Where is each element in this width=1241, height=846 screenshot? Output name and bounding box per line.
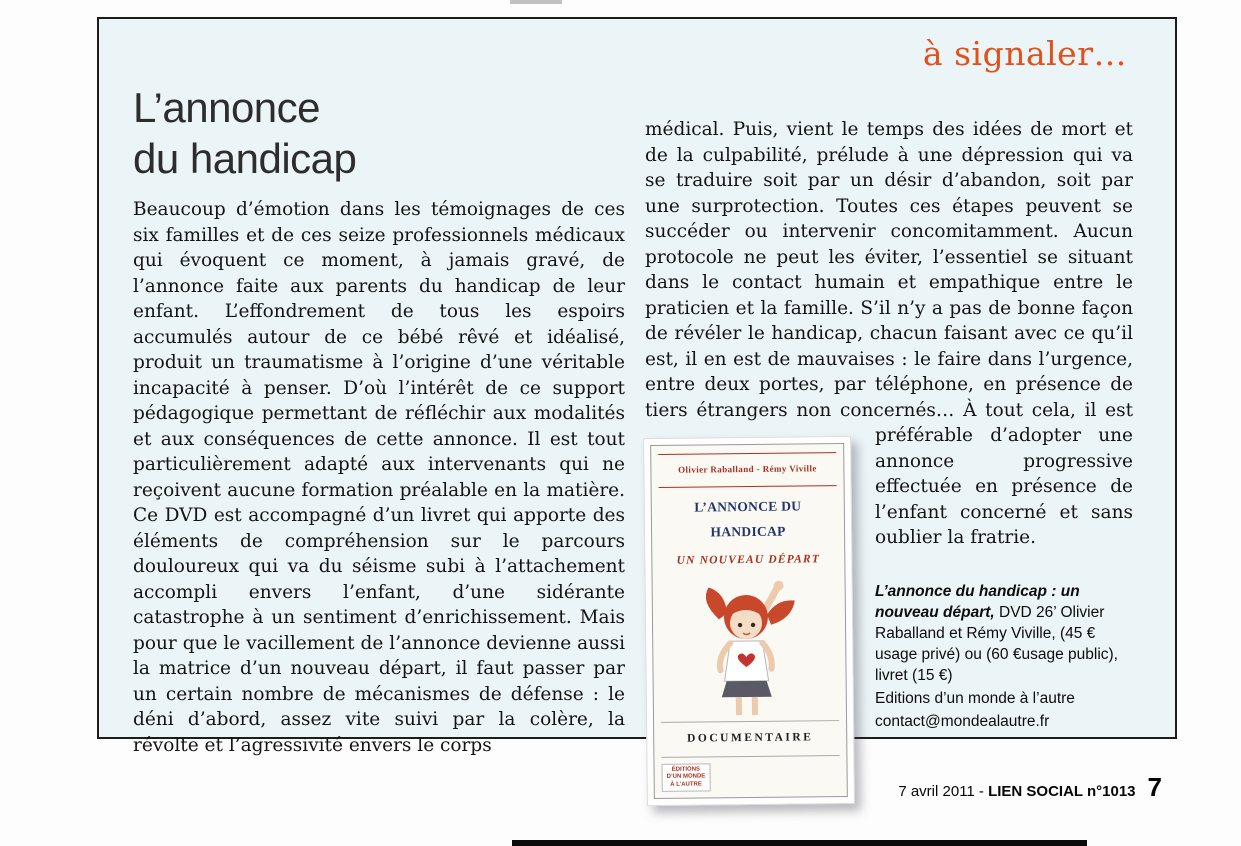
article-text-right-part2: cela, il est préférable d’adopter une annonce progressive effectuée en présence de l’enfant concerné et sans oublier la fratrie. — [875, 399, 1134, 548]
dvd-cover-subtitle: UN NOUVEAU DÉPART — [676, 552, 821, 567]
dvd-cover-authors: Olivier Raballand - Rémy Viville — [658, 452, 836, 487]
article-title-line1: L’annonce — [133, 84, 321, 131]
dvd-cover-scan-border — [643, 436, 855, 806]
scan-artifact-top — [510, 0, 562, 4]
article-title-line2: du handicap — [133, 135, 357, 182]
dvd-cover-publisher-line2: D’UN MONDE — [666, 773, 706, 780]
dvd-cover-publisher-line3: À L’AUTRE — [670, 781, 702, 788]
dvd-cover-title: L’ANNONCE DU HANDICAP — [694, 497, 802, 540]
page-footer — [898, 772, 1162, 803]
dvd-cover-genre: DOCUMENTAIRE — [661, 720, 839, 757]
article-text-left: Beaucoup d’émotion dans les témoignages de ces six familles et de ces seize professionnels médicaux qui évoquent ce moment, à jamais gravé, de l’annonce faite aux parents du handicap de leur enfant. L’effondrement de tous les espoirs accumulés autour de ce bébé rêvé et idéalisé, produit un traumatisme à l’origine d’une véritable incapacité à penser. D’où l’intérêt de ce support pédagogique permettant de réfléchir aux modalités et aux conséquences de cette annonce. Il est tout particulièrement adapté aux intervenants qui ne reçoivent aucune formation préalable en la matière. Ce DVD est accompagné d’un livret qui apporte des éléments de compréhension sur le parcours douloureux qui va du séisme subi à l’attachement accompli envers l’enfant, d’une sidérante catastrophe à un sentiment d’enrichissement. Mais pour que le vacillement de l’annonce devienne aussi la matrice d’un nouveau départ, il faut passer par un certain nombre de mécanismes de défense : le déni d’abord, assez vite suivi par la colère, la révolte et l’agressivité envers le corps — [133, 199, 625, 756]
dvd-caption-details: DVD 26’ Olivier Raballand et Rémy Viville, (45 € usage privé) ou (60 €usage public), livret (15 €) — [875, 603, 1118, 684]
footer-page-number: 7 — [1147, 772, 1162, 802]
scan-artifact-bottom-bar — [512, 840, 1087, 846]
dvd-caption-publisher: Editions d’un monde à l’autre — [875, 689, 1075, 707]
article-text-right-part1: médical. Puis, vient le temps des idées de mort et de la culpabilité, prélude à une dépression qui va se traduire soit par un désir d’abandon, soit par une surprotection. Toutes ces étapes peuvent se succéder ou intervenir concomitamment. Aucun protocole ne peut les éviter, l’essentiel se situant dans le contact humain et empathique entre le praticien et la famille. S’il n’y a pas de bonne façon de révéler le handicap, chacun faisant avec ce qu’il est, il en est de mauvaises : le faire dans l’urgence, entre deux portes, par téléphone, en présence de tiers étrangers non concernés… À tout — [645, 119, 1133, 421]
footer-date: 7 avril 2011 - — [898, 783, 989, 800]
dvd-caption-contact-email: contact@mondealautre.fr — [875, 712, 1050, 730]
footer-journal-title: LIEN SOCIAL n°1013 — [988, 783, 1136, 800]
section-label: à signaler… — [922, 34, 1127, 73]
dvd-cover-publisher-line1: ÉDITIONS — [671, 766, 701, 773]
article-column-right — [645, 117, 1136, 813]
dvd-cover-publisher-logo — [661, 763, 710, 792]
article-column-left — [133, 197, 625, 758]
dvd-cover — [645, 437, 853, 805]
dvd-caption-title: L’annonce du handicap : un nouveau départ, — [875, 582, 1080, 621]
dvd-cover-illustration — [674, 576, 825, 720]
dvd-cover-card — [650, 443, 848, 799]
article-title — [133, 82, 356, 184]
